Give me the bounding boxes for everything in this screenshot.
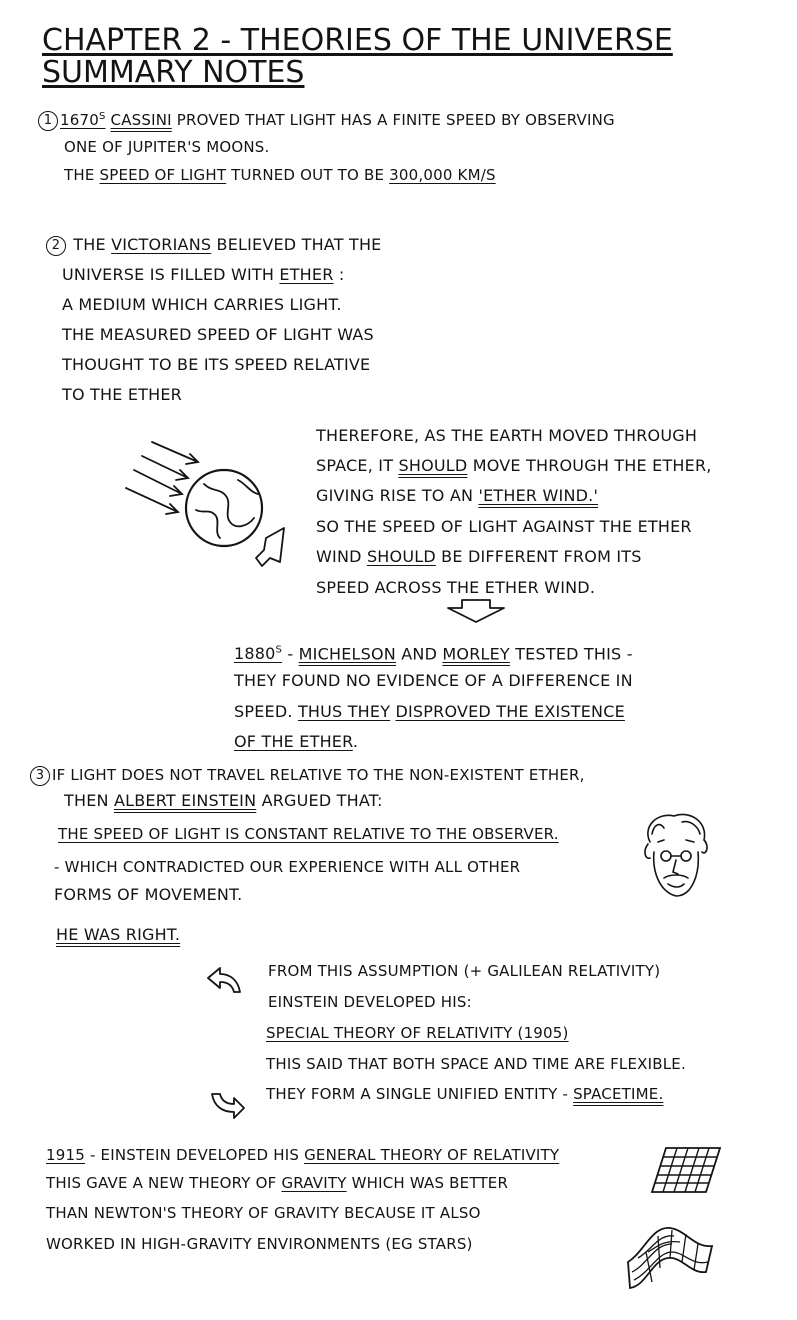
section-3-line-3: THE SPEED OF LIGHT IS CONSTANT RELATIVE TO THE OBSERVER. [58, 825, 559, 843]
title-line-2: SUMMARY NOTES [42, 55, 305, 90]
section-1-number: 1 [38, 111, 58, 131]
section-3-sub-line-5: THEY FORM A SINGLE UNIFIED ENTITY - SPACETIME. [266, 1085, 664, 1103]
section-4-line-4: WORKED IN HIGH-GRAVITY ENVIRONMENTS (EG STARS) [46, 1235, 473, 1253]
curved-arrow-down-icon [208, 1090, 248, 1120]
speed-of-light-value: 300,000 KM/S [389, 166, 496, 184]
section-2-line-4: THE MEASURED SPEED OF LIGHT WAS [62, 325, 374, 344]
section-1-line-1: 1 $1670^S$ CASSINI PROVED THAT LIGHT HAS A FINITE SPEED BY OBSERVING [38, 106, 615, 131]
section-2-right-line-3: GIVING RISE TO AN 'ETHER WIND.' [316, 486, 599, 505]
michelson-line-4: OF THE ETHER. [234, 732, 359, 751]
section-2-line-2: UNIVERSE IS FILLED WITH ETHER : [62, 265, 345, 284]
section-2-line-6: TO THE ETHER [62, 385, 182, 404]
curved-arrow-up-icon [204, 966, 244, 996]
section-4-line-1: 1915 - EINSTEIN DEVELOPED HIS GENERAL THEORY OF RELATIVITY [46, 1146, 560, 1164]
curved-grid-icon [624, 1222, 716, 1294]
michelson-line-3: SPEED. THUS THEY DISPROVED THE EXISTENCE [234, 702, 625, 721]
section-2-line-1: 2 THE VICTORIANS BELIEVED THAT THE [46, 234, 382, 256]
section-4-line-2: THIS GAVE A NEW THEORY OF GRAVITY WHICH WAS BETTER [46, 1174, 509, 1192]
section-3-line-4: - WHICH CONTRADICTED OUR EXPERIENCE WITH ALL OTHER [54, 858, 521, 876]
section-1-name: CASSINI [110, 111, 172, 129]
flat-grid-icon [650, 1146, 722, 1194]
michelson-date: $1880^S$ [234, 644, 283, 664]
section-1-line-2: ONE OF JUPITER'S MOONS. [64, 138, 270, 156]
section-2-right-line-4: SO THE SPEED OF LIGHT AGAINST THE ETHER [316, 517, 692, 536]
section-2-right-line-5: WIND SHOULD BE DIFFERENT FROM ITS [316, 547, 642, 566]
einstein-portrait-icon [640, 812, 712, 904]
section-3-sub-line-1: FROM THIS ASSUMPTION (+ GALILEAN RELATIVITY) [268, 962, 661, 980]
michelson-line-2: THEY FOUND NO EVIDENCE OF A DIFFERENCE IN [234, 671, 633, 690]
michelson-line-1: $1880^S$ - MICHELSON AND MORLEY TESTED THIS - [234, 644, 633, 664]
speed-of-light-term: SPEED OF LIGHT [99, 166, 227, 184]
section-2-right-line-2: SPACE, IT SHOULD MOVE THROUGH THE ETHER, [316, 456, 712, 475]
section-3-sub-line-4: THIS SAID THAT BOTH SPACE AND TIME ARE FLEXIBLE. [266, 1055, 686, 1073]
section-1-line-3: THE SPEED OF LIGHT TURNED OUT TO BE 300,000 KM/S [64, 166, 496, 184]
section-3-line-1: 3 IF LIGHT DOES NOT TRAVEL RELATIVE TO THE NON-EXISTENT ETHER, [30, 764, 585, 786]
down-arrow-icon [444, 598, 508, 624]
section-2-number: 2 [46, 236, 66, 256]
section-3-sub-line-2: EINSTEIN DEVELOPED HIS: [268, 993, 472, 1011]
section-3-sub-line-3: SPECIAL THEORY OF RELATIVITY (1905) [266, 1024, 569, 1042]
general-relativity-year: 1915 [46, 1146, 85, 1164]
section-3-number: 3 [30, 766, 50, 786]
section-3-line-5: FORMS OF MOVEMENT. [54, 885, 243, 904]
title-line-1: CHAPTER 2 - THEORIES OF THE UNIVERSE [42, 23, 673, 58]
section-2-line-3: A MEDIUM WHICH CARRIES LIGHT. [62, 295, 342, 314]
section-2-right-line-1: THEREFORE, AS THE EARTH MOVED THROUGH [316, 426, 698, 445]
section-2-right-line-6: SPEED ACROSS THE ETHER WIND. [316, 578, 596, 597]
page-subtitle [42, 56, 304, 90]
section-1-date: $1670^S$ [60, 111, 106, 129]
page-title [42, 24, 673, 58]
section-4-line-3: THAN NEWTON'S THEORY OF GRAVITY BECAUSE IT ALSO [46, 1204, 481, 1222]
section-2-line-5: THOUGHT TO BE ITS SPEED RELATIVE [62, 355, 371, 374]
section-3-line-2: THEN ALBERT EINSTEIN ARGUED THAT: [64, 791, 383, 810]
section-3-line-6: HE WAS RIGHT. [56, 925, 181, 944]
earth-ether-wind-icon [120, 440, 290, 570]
